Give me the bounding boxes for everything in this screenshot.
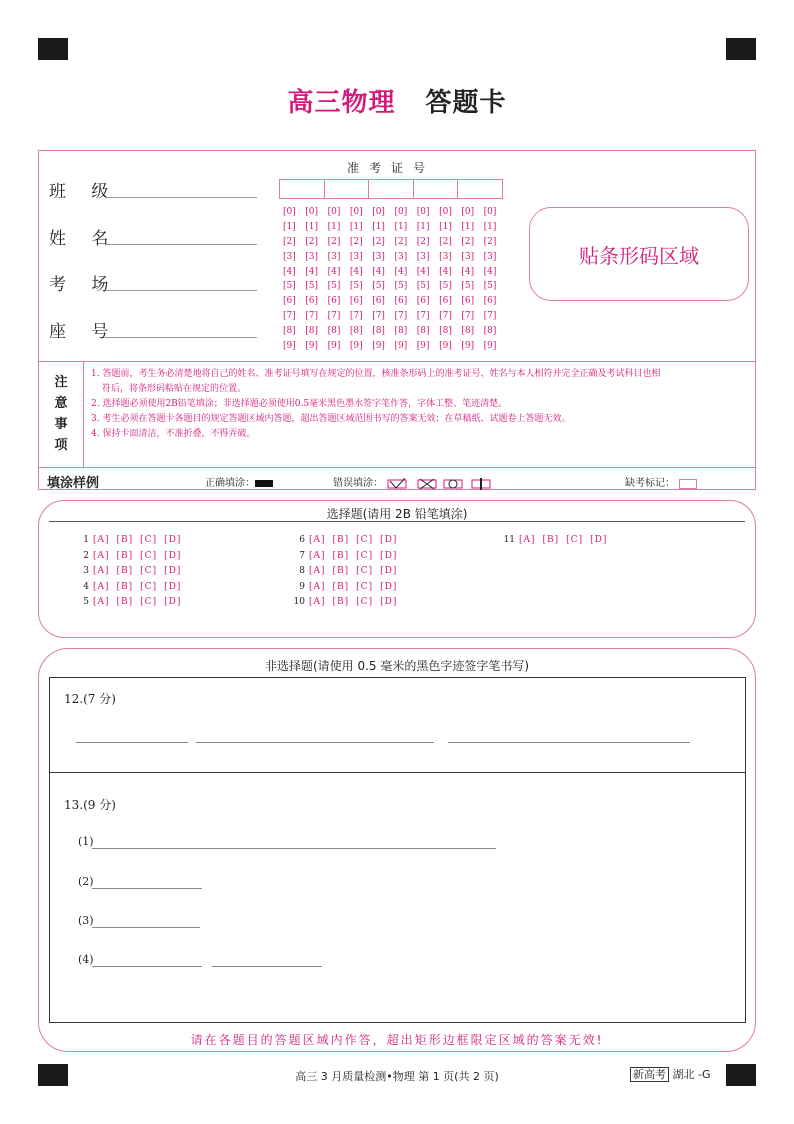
corner-mark-top-right <box>726 38 756 60</box>
choice-heading: 选择题(请用 2B 铅笔填涂) <box>326 507 468 521</box>
answer-bubble[interactable]: [D] <box>164 535 182 545</box>
filled-bubble-icon <box>255 480 273 487</box>
digit-bubble[interactable]: [1] <box>372 221 385 232</box>
answer-bubble[interactable]: [C] <box>140 581 158 592</box>
field-room: 考 场 <box>49 270 118 295</box>
digit-bubble[interactable]: [2] <box>349 236 363 247</box>
digit-bubble[interactable]: [2] <box>483 236 497 247</box>
answer-line[interactable] <box>92 927 200 928</box>
digit-bubble[interactable]: [6] <box>461 296 475 307</box>
corner-mark-top-left <box>38 38 68 60</box>
digit-bubble[interactable]: [7] <box>283 311 296 322</box>
digit-bubble[interactable]: [3] <box>461 251 475 262</box>
choice-section <box>38 500 756 638</box>
answer-bubble[interactable]: [C] <box>356 535 374 545</box>
digit-bubble[interactable]: [6] <box>349 296 363 307</box>
digit-bubble[interactable]: [0] <box>394 207 408 217</box>
digit-bubble[interactable]: [4] <box>305 266 319 277</box>
digit-row <box>283 281 506 296</box>
answer-line[interactable] <box>92 888 202 889</box>
answer-bubble[interactable]: [A] <box>309 581 326 592</box>
question-number: 11 <box>503 535 515 545</box>
choice-question-1 <box>73 535 188 545</box>
digit-bubble[interactable]: [8] <box>439 326 452 337</box>
digit-bubble[interactable]: [7] <box>461 311 475 322</box>
digit-bubble[interactable]: [6] <box>305 296 319 307</box>
digit-bubble[interactable]: [1] <box>349 221 363 232</box>
digit-bubble[interactable]: [8] <box>461 326 475 337</box>
question-number: 10 <box>293 597 305 607</box>
answer-bubble[interactable]: [B] <box>332 550 350 561</box>
digit-bubble[interactable]: [3] <box>483 251 497 262</box>
digit-bubble[interactable]: [5] <box>394 281 408 292</box>
answer-bubble[interactable]: [D] <box>380 535 398 545</box>
question-number: 1 <box>83 535 89 545</box>
digit-bubble[interactable]: [0] <box>283 207 296 217</box>
question-12-label: 12.(7 分) <box>64 692 116 706</box>
choice-question-11 <box>499 535 614 545</box>
digit-bubble[interactable]: [1] <box>416 221 430 232</box>
answer-bubble[interactable]: [B] <box>332 597 350 607</box>
digit-bubble[interactable]: [9] <box>461 341 475 352</box>
absent-checkbox[interactable] <box>679 479 697 489</box>
digit-bubble[interactable]: [5] <box>439 281 452 292</box>
digit-row <box>283 341 506 356</box>
digit-bubble[interactable]: [7] <box>483 311 497 322</box>
digit-bubble[interactable]: [0] <box>416 207 430 217</box>
digit-bubble[interactable]: [7] <box>305 311 319 322</box>
digit-row <box>283 252 506 267</box>
digit-bubble[interactable]: [4] <box>416 266 430 277</box>
digit-bubble[interactable]: [6] <box>394 296 408 307</box>
answer-bubble[interactable]: [B] <box>332 566 350 576</box>
digit-bubble[interactable]: [8] <box>394 326 408 337</box>
answer-bubble[interactable]: [D] <box>380 597 398 607</box>
answer-bubble[interactable]: [A] <box>93 597 110 607</box>
notice-item: 3. 考生必须在答题卡各题目的规定答题区域内答题，超出答题区域范围书写的答案无效；在草稿纸、试题卷上答题无效。 <box>91 414 571 424</box>
digit-bubble[interactable]: [0] <box>349 207 363 217</box>
digit-bubble[interactable]: [8] <box>483 326 497 337</box>
answer-bubble[interactable]: [C] <box>140 566 158 576</box>
digit-bubble[interactable]: [4] <box>349 266 363 277</box>
digit-bubble[interactable]: [6] <box>283 296 296 307</box>
digit-bubble[interactable]: [5] <box>372 281 385 292</box>
answer-bubble[interactable]: [D] <box>164 550 182 561</box>
notice-item: 1. 答题前，考生务必清楚地将自己的姓名、准考证号填写在规定的位置，核准条形码上的准考证号、姓名与本人相符并完全正确及考试科目也相 <box>91 369 661 379</box>
digit-bubble[interactable]: [5] <box>327 281 341 292</box>
digit-bubble[interactable]: [5] <box>349 281 363 292</box>
room-input-line[interactable] <box>105 290 257 291</box>
edition-tag: 新高考 湖北 -G <box>630 1066 711 1082</box>
digit-bubble[interactable]: [9] <box>305 341 319 352</box>
answer-bubble[interactable]: [A] <box>309 597 326 607</box>
answer-bubble[interactable]: [A] <box>93 535 110 545</box>
nonchoice-heading: 非选择题(请使用 0.5 毫米的黑色字迹签字笔书写) <box>264 659 530 673</box>
answer-line[interactable] <box>448 742 690 743</box>
answer-bubble[interactable]: [D] <box>380 581 398 592</box>
fill-sample-title: 填涂样例 <box>47 476 100 491</box>
digit-bubble[interactable]: [9] <box>416 341 430 352</box>
name-input-line[interactable] <box>105 244 257 245</box>
choice-question-3 <box>73 566 188 576</box>
choice-question-8 <box>289 566 404 576</box>
digit-bubble[interactable]: [3] <box>327 251 341 262</box>
digit-bubble[interactable]: [7] <box>349 311 363 322</box>
choice-question-9 <box>289 582 404 592</box>
question-number: 8 <box>299 566 305 576</box>
digit-bubble[interactable]: [6] <box>439 296 452 307</box>
field-name: 姓 名 <box>49 224 118 249</box>
page-title <box>0 82 794 119</box>
digit-bubble[interactable]: [4] <box>483 266 497 277</box>
answer-bubble[interactable]: [B] <box>542 535 560 545</box>
digit-bubble[interactable]: [3] <box>305 251 319 262</box>
digit-bubble[interactable]: [5] <box>416 281 430 292</box>
digit-bubble[interactable]: [2] <box>327 236 341 247</box>
title-card: 答题卡 <box>425 88 507 118</box>
digit-bubble[interactable]: [5] <box>483 281 497 292</box>
digit-bubble[interactable]: [7] <box>372 311 385 322</box>
answer-bubble[interactable]: [A] <box>93 550 110 561</box>
digit-bubble[interactable]: [9] <box>283 341 296 352</box>
answer-line[interactable] <box>76 742 188 743</box>
digit-bubble[interactable]: [9] <box>327 341 341 352</box>
digit-row <box>283 207 506 222</box>
digit-bubble[interactable]: [0] <box>483 207 497 217</box>
digit-bubble[interactable]: [9] <box>439 341 452 352</box>
absent-mark: 缺考标记： <box>625 474 697 489</box>
digit-bubble[interactable]: [8] <box>416 326 430 337</box>
answer-bubble[interactable]: [C] <box>356 566 374 576</box>
notice-item: 符后，将条形码粘贴在规定的位置。 <box>102 384 247 394</box>
notice-item: 4. 保持卡面清洁，不准折叠，不得弄破。 <box>91 429 256 439</box>
digit-bubble[interactable]: [6] <box>327 296 341 307</box>
digit-bubble[interactable]: [9] <box>372 341 385 352</box>
digit-bubble[interactable]: [1] <box>394 221 408 232</box>
notice-list <box>91 367 751 442</box>
digit-bubble[interactable]: [8] <box>305 326 319 337</box>
digit-bubble[interactable]: [3] <box>349 251 363 262</box>
info-panel <box>38 150 756 490</box>
digit-bubble[interactable]: [5] <box>283 281 296 292</box>
digit-row <box>283 222 506 237</box>
answer-bubble[interactable]: [D] <box>590 535 608 545</box>
digit-bubble[interactable]: [0] <box>372 207 385 217</box>
digit-bubble[interactable]: [2] <box>461 236 475 247</box>
answer-bubble[interactable]: [A] <box>309 535 326 545</box>
digit-bubble[interactable]: [9] <box>349 341 363 352</box>
sub-question-1: (1) <box>78 835 94 848</box>
answer-bubble[interactable]: [A] <box>93 566 110 576</box>
answer-line[interactable] <box>196 742 434 743</box>
digit-bubble[interactable]: [6] <box>483 296 497 307</box>
digit-bubble[interactable]: [3] <box>372 251 385 262</box>
choice-question-7 <box>289 551 404 561</box>
digit-bubble[interactable]: [7] <box>439 311 452 322</box>
choice-question-6 <box>289 535 404 545</box>
digit-bubble[interactable]: [3] <box>416 251 430 262</box>
digit-bubble[interactable]: [0] <box>327 207 341 217</box>
answer-bubble[interactable]: [C] <box>566 535 584 545</box>
digit-bubble[interactable]: [4] <box>327 266 341 277</box>
footer-text: 高三 3 月质量检测•物理 第 1 页(共 2 页) <box>295 1070 499 1083</box>
digit-bubble[interactable]: [5] <box>461 281 475 292</box>
answer-bubble[interactable]: [B] <box>116 566 134 576</box>
digit-bubble[interactable]: [9] <box>483 341 497 352</box>
digit-bubble[interactable]: [1] <box>439 221 452 232</box>
digit-bubble[interactable]: [1] <box>461 221 475 232</box>
digit-bubble[interactable]: [8] <box>349 326 363 337</box>
wrong-fill-example: 错误填涂： <box>333 474 496 490</box>
question-number: 4 <box>83 581 89 592</box>
field-class: 班 级 <box>49 177 118 202</box>
digit-bubble[interactable]: [0] <box>439 207 452 217</box>
field-seat: 座 号 <box>49 317 118 342</box>
digit-bubble[interactable]: [6] <box>416 296 430 307</box>
notice-heading: 注 意 事 项 <box>39 361 84 467</box>
answer-bubble[interactable]: [C] <box>140 535 158 545</box>
question-number: 9 <box>299 581 305 592</box>
notice-item: 2. 选择题必须使用2B铅笔填涂；非选择题必须使用0.5毫米黑色墨水签字笔作答，字体工整、笔迹清楚。 <box>91 399 508 409</box>
answer-bubble[interactable]: [C] <box>356 597 374 607</box>
seat-input-line[interactable] <box>105 337 257 338</box>
digit-row <box>283 311 506 326</box>
digit-bubble[interactable]: [8] <box>327 326 341 337</box>
digit-bubble[interactable]: [2] <box>394 236 408 247</box>
barcode-area: 贴条形码区域 <box>529 207 749 301</box>
answer-bubble[interactable]: [B] <box>116 550 134 561</box>
digit-bubble[interactable]: [2] <box>305 236 319 247</box>
digit-row <box>283 296 506 311</box>
digit-bubble[interactable]: [0] <box>305 207 319 217</box>
choice-question-5 <box>73 597 188 607</box>
question-13-label: 13.(9 分) <box>64 798 116 812</box>
digit-bubble[interactable]: [4] <box>461 266 475 277</box>
answer-bubble[interactable]: [C] <box>356 550 374 561</box>
digit-bubble[interactable]: [1] <box>305 221 319 232</box>
digit-bubble[interactable]: [7] <box>416 311 430 322</box>
choice-question-10 <box>289 597 404 607</box>
nonchoice-section <box>38 648 756 1052</box>
digit-bubble[interactable]: [4] <box>283 266 296 277</box>
class-input-line[interactable] <box>105 197 257 198</box>
digit-bubble[interactable]: [4] <box>394 266 408 277</box>
choice-question-2 <box>73 551 188 561</box>
answer-bubble[interactable]: [A] <box>93 581 110 592</box>
answer-bubble[interactable]: [A] <box>309 566 326 576</box>
answer-bubble[interactable]: [B] <box>116 581 134 592</box>
sub-question-2: (2) <box>78 875 94 888</box>
digit-bubble[interactable]: [5] <box>305 281 319 292</box>
digit-bubble[interactable]: [2] <box>439 236 452 247</box>
digit-bubble[interactable]: [2] <box>283 236 296 247</box>
answer-line[interactable] <box>92 848 496 849</box>
wrong-fill-icons <box>386 478 496 490</box>
answer-bubble[interactable]: [D] <box>164 581 182 592</box>
digit-bubble[interactable]: [7] <box>394 311 408 322</box>
digit-bubble[interactable]: [9] <box>394 341 408 352</box>
question-number: 6 <box>299 535 305 545</box>
digit-row <box>283 267 506 282</box>
question-number: 5 <box>83 597 89 607</box>
digit-bubble[interactable]: [2] <box>416 236 430 247</box>
answer-bubble[interactable]: [B] <box>332 535 350 545</box>
digit-bubble[interactable]: [1] <box>327 221 341 232</box>
answer-bubble[interactable]: [C] <box>140 597 158 607</box>
answer-bubble[interactable]: [A] <box>309 550 326 561</box>
answer-bubble[interactable]: [D] <box>380 566 398 576</box>
title-subject: 高三物理 <box>287 88 396 118</box>
digit-row <box>283 326 506 341</box>
correct-fill-example: 正确填涂： <box>205 474 273 489</box>
digit-bubble[interactable]: [8] <box>283 326 296 337</box>
answer-bubble[interactable]: [B] <box>332 581 350 592</box>
digit-bubble[interactable]: [6] <box>372 296 385 307</box>
digit-bubble[interactable]: [7] <box>327 311 341 322</box>
digit-bubble[interactable]: [0] <box>461 207 475 217</box>
answer-line[interactable] <box>92 966 202 967</box>
digit-bubble[interactable]: [4] <box>439 266 452 277</box>
sub-question-4: (4) <box>78 953 94 966</box>
question-number: 3 <box>83 566 89 576</box>
digit-bubble[interactable]: [8] <box>372 326 385 337</box>
exam-number-boxes[interactable] <box>279 179 503 199</box>
digit-bubble[interactable]: [3] <box>394 251 408 262</box>
exam-number-bubbles[interactable] <box>283 207 506 356</box>
answer-bubble[interactable]: [C] <box>140 550 158 561</box>
answer-area <box>49 677 746 1023</box>
answer-bubble[interactable]: [B] <box>116 535 134 545</box>
digit-bubble[interactable]: [2] <box>372 236 385 247</box>
digit-bubble[interactable]: [1] <box>483 221 497 232</box>
question-number: 7 <box>299 550 305 561</box>
digit-row <box>283 237 506 252</box>
answer-area-warning: 请在各题目的答题区域内作答，超出矩形边框限定区域的答案无效! <box>190 1033 604 1047</box>
answer-bubble[interactable]: [B] <box>116 597 134 607</box>
answer-line[interactable] <box>212 966 322 967</box>
digit-bubble[interactable]: [3] <box>439 251 452 262</box>
answer-bubble[interactable]: [D] <box>164 597 182 607</box>
exam-number-title: 准考证号 <box>346 161 435 175</box>
question-number: 2 <box>83 550 89 561</box>
sub-question-3: (3) <box>78 914 94 927</box>
answer-bubble[interactable]: [D] <box>380 550 398 561</box>
digit-bubble[interactable]: [3] <box>283 251 296 262</box>
answer-bubble[interactable]: [D] <box>164 566 182 576</box>
answer-bubble[interactable]: [A] <box>519 535 536 545</box>
digit-bubble[interactable]: [1] <box>283 221 296 232</box>
answer-bubble[interactable]: [C] <box>356 581 374 592</box>
choice-question-4 <box>73 582 188 592</box>
digit-bubble[interactable]: [4] <box>372 266 385 277</box>
